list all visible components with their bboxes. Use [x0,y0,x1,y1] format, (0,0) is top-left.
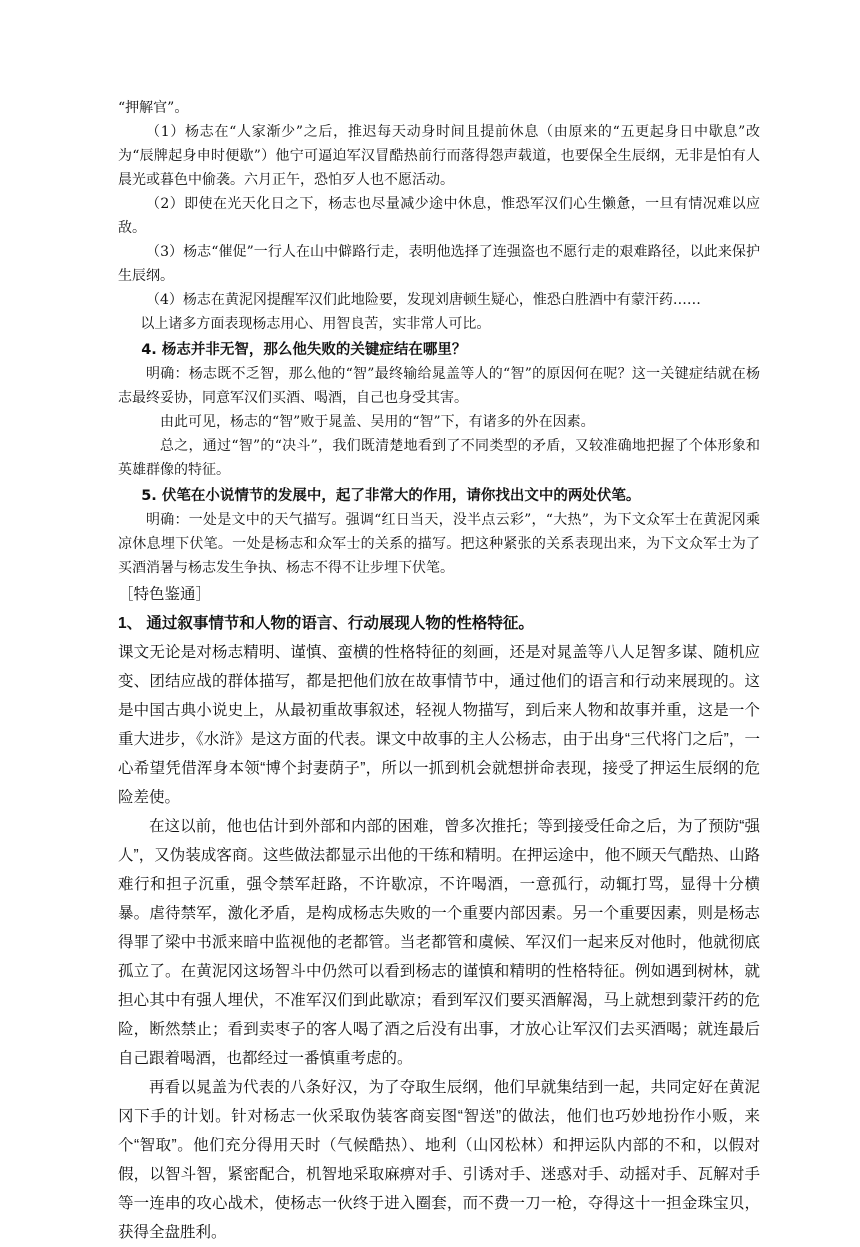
question-4: 4. 杨志并非无智，那么他失败的关键症结在哪里？ [141,342,467,358]
answer-4-summary: 总之，通过“智”的“决斗”，我们既清楚地看到了不同类型的矛盾，又较准确地把握了个体形象和英雄群像的特征。 [118,438,760,478]
point-3: （3）杨志“催促”一行人在山中僻路行走，表明他选择了连强盗也不愿行走的艰难路径，以此来保护生辰纲。 [118,244,760,284]
point-4: （4）杨志在黄泥冈提醒军汉们此地险要，发现刘唐顿生疑心，惟恐白胜酒中有蒙汗药…… [146,292,701,308]
section-subheading: 1、 通过叙事情节和人物的语言、行动展现人物的性格特征。 [118,615,534,632]
body-paragraph-2: 在这以前，他也估计到外部和内部的困难，曾多次推托；等到接受任命之后，为了预防“强人”，又伪装成客商。这些做法都显示出他的干练和精明。在押运途中，他不顾天气酷热、山路难行和担子沉重，强令禁军赶路，不许歇凉，不许喝酒，一意孤行，动辄打骂，显得十分横暴。虐待禁军，激化矛盾，是构成杨志失败的一个重要内部因素。另一个重要因素，则是杨志得罪了梁中书派来暗中监视他的老都管。当老都管和虞候、军汉们一起来反对他时，他就彻底孤立了。在黄泥冈这场智斗中仍然可以看到杨志的谨慎和精明的性格特征。例如遇到树林，就担心其中有强人埋伏，不准军汉们到此歇凉；看到军汉们要买酒解渴，马上就想到蒙汗药的危险，断然禁止；看到卖枣子的客人喝了酒之后没有出事，才放心让军汉们去买酒喝；就连最后自己跟着喝酒，也都经过一番慎重考虑的。 [118,818,760,1067]
point-1: （1）杨志在“人家渐少”之后，推迟每天动身时间且提前休息（由原来的“五更起身日中歇息”改为“辰牌起身申时便歇”）他宁可逼迫军汉冒酷热前行而落得怨声载道，也要保全生辰纲，无非是怕有人晨光或暮色中偷袭。六月正午，恐怕歹人也不愿活动。 [118,124,760,188]
question-5: 5. 伏笔在小说情节的发展中，起了非常大的作用，请你找出文中的两处伏笔。 [141,488,641,504]
section-heading: ［特色鉴通］ [118,586,212,603]
text-line: “押解官”。 [118,100,189,116]
document-page [118,96,760,1247]
body-paragraph-3: 再看以晁盖为代表的八条好汉，为了夺取生辰纲，他们早就集结到一起，共同定好在黄泥冈下手的计划。针对杨志一伙采取伪装客商妄图“智送”的做法，他们也巧妙地扮作小贩，来个“智取”。他们充分得用天时（气候酷热）、地利（山冈松林）和押运队内部的不和，以假对假，以智斗智，紧密配合，机智地采取麻痹对手、引诱对手、迷惑对手、动摇对手、瓦解对手等一连串的攻心战术，使杨志一伙终于进入圈套，而不费一刀一枪，夺得这十一担金珠宝贝，获得全盘胜利。 [118,1079,760,1241]
answer-4-conclusion: 由此可见，杨志的“智”败于晁盖、吴用的“智”下，有诸多的外在因素。 [160,414,595,430]
answer-5: 明确：一处是文中的天气描写。强调“红日当天，没半点云彩”，“大热”，为下文众军士在黄泥冈乘凉休息埋下伏笔。一处是杨志和众军士的关系的描写。把这种紧张的关系表现出来，为下文众军士为了买酒消暑与杨志发生争执、杨志不得不让步埋下伏笔。 [118,512,760,576]
summary-line: 以上诸多方面表现杨志用心、用智良苦，实非常人可比。 [140,316,491,332]
point-2: （2）即使在光天化日之下，杨志也尽量减少途中休息，惟恐军汉们心生懒惫，一旦有情况难以应敌。 [118,196,760,236]
body-paragraph-1: 课文无论是对杨志精明、谨慎、蛮横的性格特征的刻画，还是对晁盖等八人足智多谋、随机应变、团结应战的群体描写，都是把他们放在故事情节中，通过他们的语言和行动来展现的。这是中国古典小说史上，从最初重故事叙述，轻视人物描写，到后来人物和故事并重，这是一个重大进步，《水浒》是这方面的代表。课文中故事的主人公杨志，由于出身“三代将门之后”，一心希望凭借浑身本领“博个封妻荫子”，所以一抓到机会就想拼命表现，接受了押运生辰纲的危险差使。 [118,644,760,806]
answer-4: 明确：杨志既不乏智，那么他的“智”最终输给晁盖等人的“智”的原因何在呢？这一关键症结就在杨志最终妥协，同意军汉们买酒、喝酒，自己也身受其害。 [118,366,760,406]
